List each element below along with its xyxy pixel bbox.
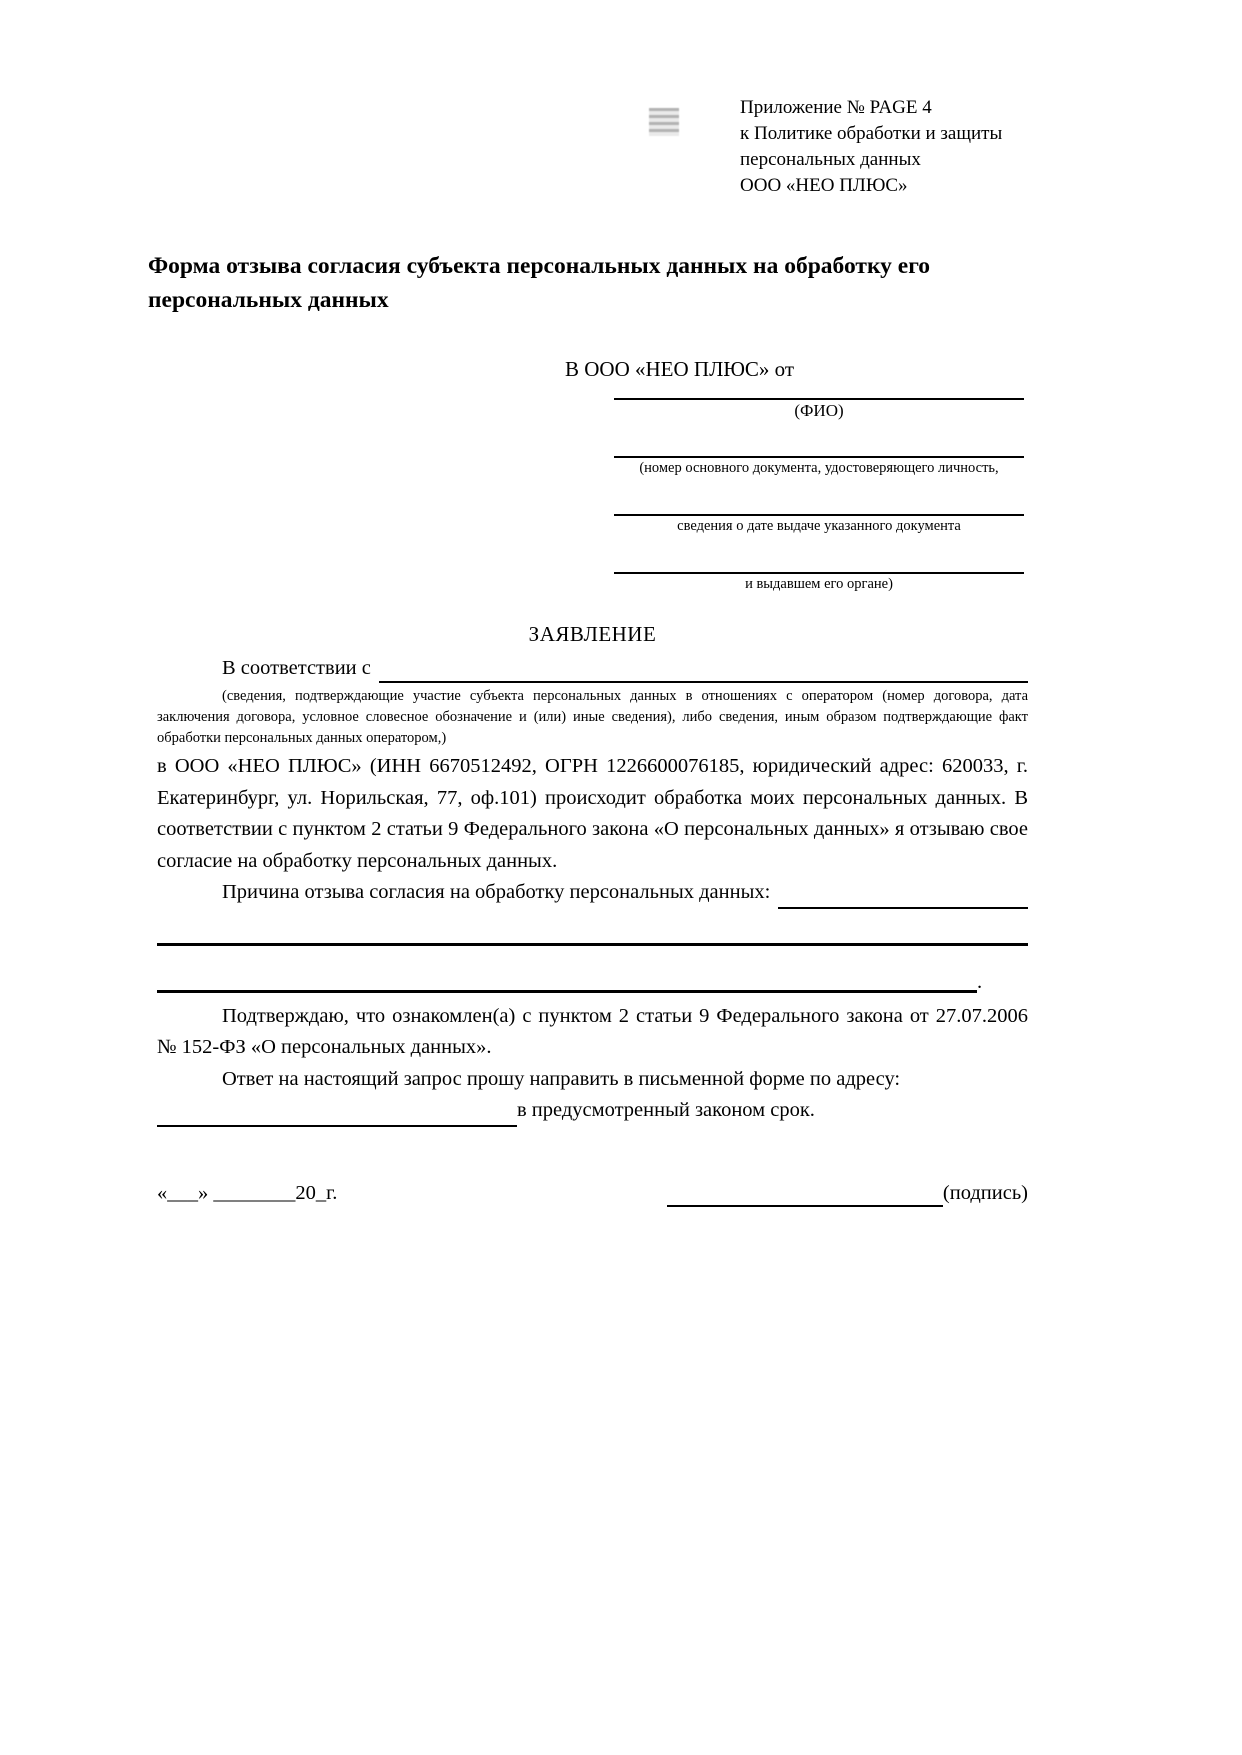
signature-blank-line [667, 1181, 943, 1207]
appendix-header-line: ООО «НЕО ПЛЮС» [740, 175, 908, 196]
intro-row [157, 654, 1028, 683]
reply-suffix: в предусмотренный законом срок. [517, 1099, 815, 1121]
blurred-stamp-artifact [649, 108, 679, 136]
field-row-document-number [614, 444, 1024, 478]
footer-row [157, 1179, 1028, 1207]
reason-blank-row-3 [157, 970, 1028, 993]
statement-body: в ООО «НЕО ПЛЮС» (ИНН 6670512492, ОГРН 1226600076185, юридический адрес: 620033, г. Екатеринбург, ул. Норильская, 77, оф.101) происходит обработка моих персональных данных. В соответствии с пунктом 2 статьи 9 Федерального закона «О персональных данных» я отзываю свое согласие на обработку персональных данных. [157, 755, 1028, 872]
addressee-fields [157, 386, 1028, 594]
fio-blank-line [614, 386, 1024, 400]
signature-caption: (подпись) [942, 1181, 1028, 1204]
intro-blank-line [379, 657, 1028, 683]
confirmation-paragraph: Подтверждаю, что ознакомлен(а) с пунктом 2 статьи 9 Федерального закона от 27.07.2006 № 152-ФЗ «О персональных данных». [157, 1004, 1028, 1058]
document-number-blank-line [614, 444, 1024, 458]
appendix-header-line: Приложение № PAGE 4 [740, 97, 932, 118]
document-number-caption: (номер основного документа, удостоверяющего личность, [639, 460, 999, 476]
reason-row [157, 877, 1028, 909]
reply-address-row [157, 1095, 1028, 1127]
issue-date-blank-line [614, 502, 1024, 516]
date-blank-line: «___» ________20_г. [157, 1181, 338, 1204]
signature-group [667, 1179, 1028, 1207]
addressee-line: В ООО «НЕО ПЛЮС» от [565, 357, 795, 381]
field-row-issue-date [614, 502, 1024, 536]
appendix-header [740, 95, 1030, 199]
issuing-authority-blank-line [614, 560, 1024, 574]
reply-address-blank-line [157, 1099, 517, 1127]
statement-heading: ЗАЯВЛЕНИЕ [528, 622, 657, 646]
intro-prefix: В соответствии с [222, 657, 371, 679]
document-title: Форма отзыва согласия субъекта персональных данных на обработку его персональных данных [148, 253, 931, 313]
appendix-header-line: к Политике обработки и защиты [740, 123, 1003, 144]
reason-blank-line-3 [157, 970, 977, 993]
intro-footnote: (сведения, подтверждающие участие субъекта персональных данных в отношениях с оператором (номер договора, дата заключения договора, условное словесное обозначение и (или) иные сведения), либо сведения, иным образом подтверждающие факт обработки персональных данных оператором,) [157, 688, 1028, 746]
issuing-authority-caption: и выдавшем его органе) [745, 576, 893, 592]
issue-date-caption: сведения о дате выдаче указанного документа [677, 518, 961, 534]
reason-prefix: Причина отзыва согласия на обработку персональных данных: [222, 881, 771, 903]
blank-line-period: . [977, 970, 983, 993]
appendix-header-line: персональных данных [740, 149, 921, 170]
reason-blank-line [778, 883, 1028, 909]
field-row-issuing-authority [614, 560, 1024, 594]
field-row-fio [614, 386, 1024, 420]
reason-blank-line-2 [157, 940, 1028, 946]
reply-request-paragraph: Ответ на настоящий запрос прошу направить в письменной форме по адресу: [222, 1067, 901, 1090]
fio-caption: (ФИО) [794, 401, 844, 420]
